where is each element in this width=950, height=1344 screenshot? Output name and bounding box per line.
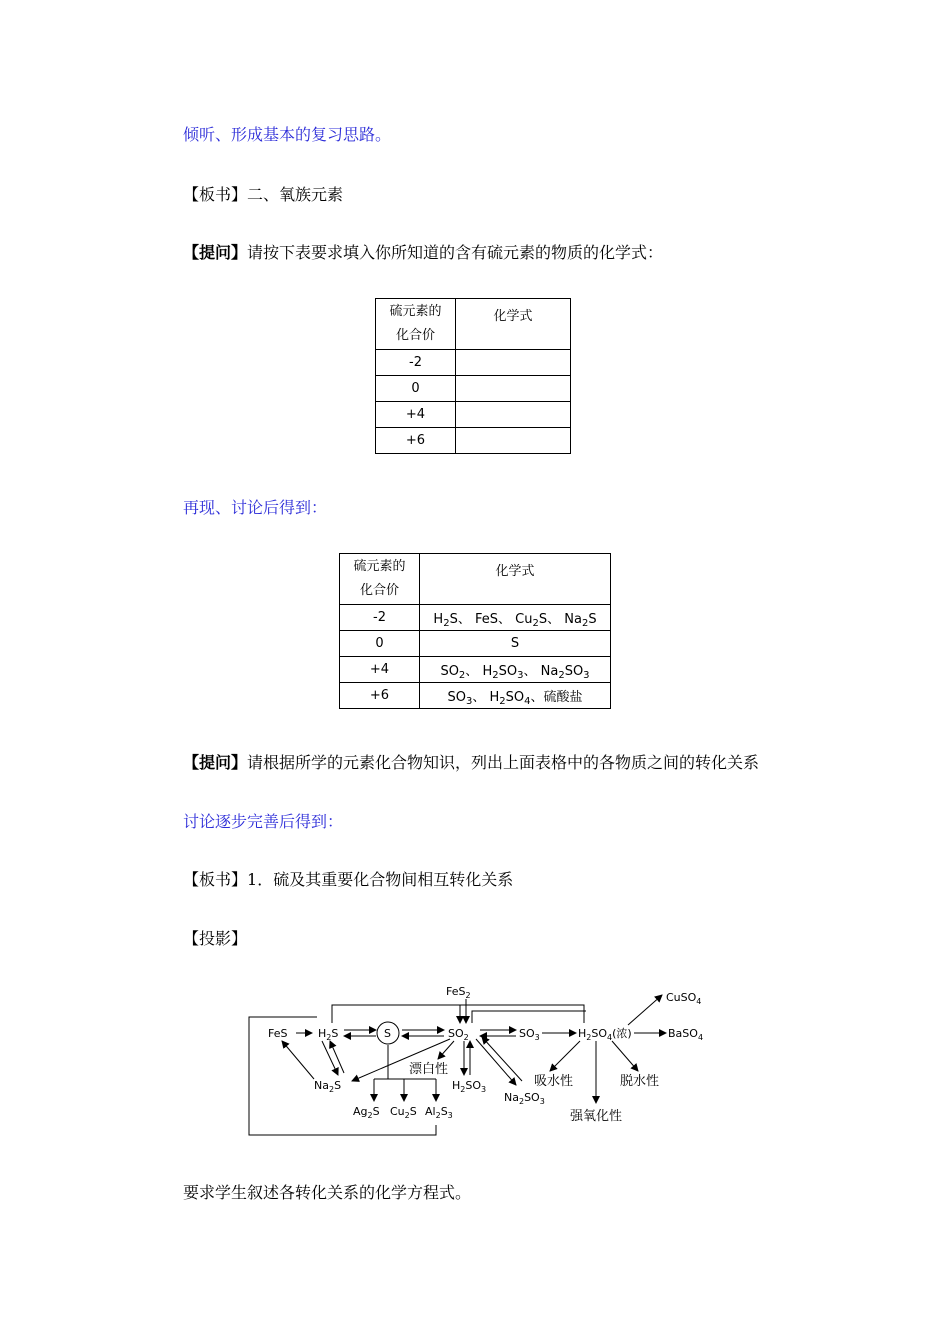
line-require: 要求学生叙述各转化关系的化学方程式。 [183,1183,472,1202]
line-reproduce: 再现、讨论后得到： [183,498,328,517]
arrow-piaobai [438,1041,454,1059]
arrow-na2s-h2s [330,1041,344,1073]
sulfur-conversion-diagram [240,975,720,1145]
valence-cell: +6 [340,683,420,709]
valence-cell: 0 [340,631,420,657]
label-cuso4: CuSO$_4$ [666,991,702,1006]
formula-cell: $SO_2$、 $H_2SO_3$、 $Na_2SO_3$ [420,657,611,683]
arrow-na2s-fes [282,1041,314,1079]
arrow-tuoshui [612,1041,638,1071]
arrow-h2s-na2s [322,1041,338,1075]
line-discuss: 讨论逐步完善后得到： [183,812,344,831]
label-piaobai: 漂白性 [409,1062,449,1077]
formula-cell [456,376,571,402]
formula-cell: $H_2S$、 FeS、 $Cu_2S$、 $Na_2S$ [420,605,611,631]
tag-board: 【板书】 [183,870,248,889]
valence-cell: -2 [340,605,420,631]
header-formula: 化学式 [456,299,571,350]
line-board-oxygen [183,184,343,206]
arrow-na2so3-so2 [482,1037,522,1081]
label-na2s: $Na_2S$ [314,1079,342,1094]
label-h2so3: $H_2SO_3$ [452,1079,487,1094]
question-text: 请按下表要求填入你所知道的含有硫元素的物质的化学式： [247,243,664,262]
header-valence-line1: 硫元素的 [353,559,406,574]
arrow-xishui [550,1041,580,1071]
label-fes2: FeS$_2$ [446,985,471,1000]
header-valence [340,554,420,605]
label-so3: $SO_3$ [519,1027,540,1042]
tag-projection: 【投影】 [183,929,248,948]
label-xishui: 吸水性 [534,1074,574,1089]
label-so2: $SO_2$ [448,1027,469,1042]
label-baso4: BaSO$_4$ [668,1027,704,1042]
board-text: 1．硫及其重要化合物间相互转化关系 [247,870,514,889]
top-line [332,1005,584,1023]
valence-cell: +6 [376,428,456,454]
valence-cell: +4 [376,402,456,428]
valence-table-empty [375,298,571,454]
label-tuoshui: 脱水性 [620,1074,660,1089]
formula-cell: $SO_3$、 $H_2SO_4$、硫酸盐 [420,683,611,709]
header-valence-line1: 硫元素的 [389,304,442,319]
label-ag2s: $Ag_2S$ [353,1105,380,1120]
top-line-2 [472,1011,586,1023]
header-valence [376,299,456,350]
line-question-2 [183,752,759,774]
tag-question: 【提问】 [183,243,248,262]
board-text: 二、氧族元素 [247,185,344,204]
tag-question: 【提问】 [183,753,248,772]
arrow-h2so4-cuso4 [628,995,662,1025]
valence-cell: -2 [376,350,456,376]
line-question-1 [183,242,663,264]
label-fes: FeS [268,1027,288,1040]
formula-cell [456,428,571,454]
valence-table-filled [339,553,611,709]
label-s: S [384,1027,391,1040]
question-text: 请根据所学的元素化合物知识，列出上面表格中的各物质之间的转化关系 [247,753,760,772]
tag-board: 【板书】 [183,185,248,204]
formula-cell: S [420,631,611,657]
label-cu2s: $Cu_2S$ [390,1105,417,1120]
header-valence-line2: 化合价 [395,328,435,343]
label-h2s: $H_2S$ [318,1027,339,1042]
formula-cell [456,350,571,376]
label-qiangyang: 强氧化性 [570,1109,623,1124]
label-h2so4: $H_2SO_4$(浓) [578,1027,632,1042]
formula-cell [456,402,571,428]
line-projection [183,928,247,950]
label-na2so3: $Na_2SO_3$ [504,1091,545,1106]
line-listen: 倾听、形成基本的复习思路。 [183,125,392,144]
line-board-sulfur [183,869,513,891]
header-formula: 化学式 [420,554,611,605]
arrow-so2-na2so3 [476,1039,516,1085]
valence-cell: +4 [340,657,420,683]
header-valence-line2: 化合价 [359,583,399,598]
valence-cell: 0 [376,376,456,402]
label-al2s3: $Al_2S_3$ [425,1105,453,1120]
